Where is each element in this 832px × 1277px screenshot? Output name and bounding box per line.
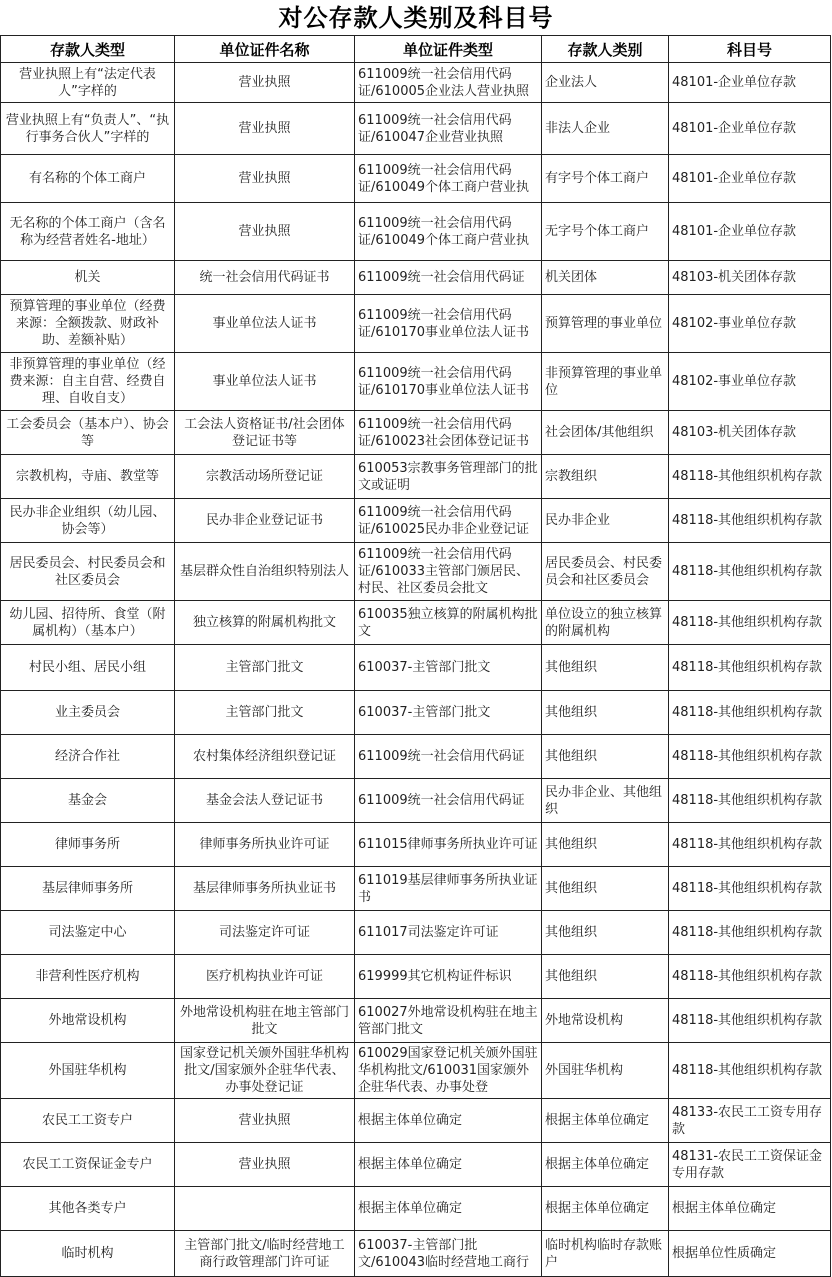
cell-certificate-type: 611009统一社会信用代码证 [355,779,542,823]
cell-certificate-name: 营业执照 [175,203,355,261]
cell-depositor-category: 外地常设机构 [542,999,669,1043]
cell-depositor-category: 宗教组织 [542,455,669,499]
table-body [1,63,831,1277]
cell-depositor-type: 经济合作社 [1,735,175,779]
cell-certificate-type: 611009统一社会信用代码证/610170事业单位法人证书 [355,353,542,411]
cell-depositor-category: 外国驻华机构 [542,1043,669,1099]
cell-depositor-category: 企业法人 [542,63,669,103]
cell-depositor-type: 预算管理的事业单位（经费来源：全额拨款、财政补助、差额补贴） [1,295,175,353]
cell-depositor-category: 非法人企业 [542,103,669,155]
cell-depositor-type: 机关 [1,261,175,295]
cell-certificate-name: 统一社会信用代码证书 [175,261,355,295]
cell-depositor-type: 宗教机构，寺庙、教堂等 [1,455,175,499]
table-row [1,911,831,955]
cell-depositor-category: 根据主体单位确定 [542,1187,669,1231]
cell-certificate-name: 主管部门批文 [175,691,355,735]
cell-certificate-type: 610037-主管部门批文/610043临时经营地工商行 [355,1231,542,1277]
cell-certificate-type: 610035独立核算的附属机构批文 [355,601,542,645]
cell-certificate-type: 根据主体单位确定 [355,1099,542,1143]
cell-certificate-name: 基层律师事务所执业证书 [175,867,355,911]
cell-depositor-category: 其他组织 [542,955,669,999]
cell-certificate-name: 独立核算的附属机构批文 [175,601,355,645]
cell-certificate-name: 主管部门批文 [175,645,355,691]
table-row [1,155,831,203]
header-depositor-category: 存款人类别 [542,36,669,63]
table-row [1,645,831,691]
cell-certificate-type: 611009统一社会信用代码证/610049个体工商户营业执 [355,203,542,261]
table-row [1,261,831,295]
cell-depositor-type: 业主委员会 [1,691,175,735]
cell-depositor-category: 根据主体单位确定 [542,1099,669,1143]
cell-account-code: 根据主体单位确定 [669,1187,831,1231]
cell-account-code: 48101-企业单位存款 [669,155,831,203]
cell-account-code: 48102-事业单位存款 [669,295,831,353]
table-row [1,103,831,155]
table-row [1,1231,831,1277]
cell-certificate-type: 610027外地常设机构驻在地主管部门批文 [355,999,542,1043]
cell-account-code: 48118-其他组织机构存款 [669,601,831,645]
cell-certificate-type: 610037-主管部门批文 [355,691,542,735]
table-row [1,353,831,411]
cell-depositor-type: 居民委员会、村民委员会和社区委员会 [1,543,175,601]
deposit-category-table [0,35,831,1277]
cell-account-code: 48118-其他组织机构存款 [669,911,831,955]
cell-certificate-name: 外地常设机构驻在地主管部门批文 [175,999,355,1043]
cell-certificate-name: 农村集体经济组织登记证 [175,735,355,779]
header-depositor-type: 存款人类型 [1,36,175,63]
cell-certificate-type: 610029国家登记机关颁外国驻华机构批文/610031国家颁外企驻华代表、办事处登 [355,1043,542,1099]
cell-depositor-category: 其他组织 [542,911,669,955]
cell-account-code: 48118-其他组织机构存款 [669,1043,831,1099]
cell-certificate-type: 610053宗教事务管理部门的批文或证明 [355,455,542,499]
cell-account-code: 48101-企业单位存款 [669,203,831,261]
cell-depositor-type: 幼儿园、招待所、食堂（附属机构）（基本户） [1,601,175,645]
cell-account-code: 48131-农民工工资保证金专用存款 [669,1143,831,1187]
cell-depositor-type: 农民工工资保证金专户 [1,1143,175,1187]
table-row [1,735,831,779]
cell-certificate-type: 611009统一社会信用代码证/610023社会团体登记证书 [355,411,542,455]
cell-certificate-type: 611009统一社会信用代码证/610049个体工商户营业执 [355,155,542,203]
table-row [1,779,831,823]
cell-certificate-type: 611009统一社会信用代码证/610025民办非企业登记证 [355,499,542,543]
table-row [1,411,831,455]
table-row [1,1187,831,1231]
cell-certificate-type: 611009统一社会信用代码证/610033主管部门颁居民、村民、社区委员会批文 [355,543,542,601]
cell-account-code: 48118-其他组织机构存款 [669,999,831,1043]
table-row [1,823,831,867]
cell-certificate-type: 根据主体单位确定 [355,1187,542,1231]
cell-depositor-category: 其他组织 [542,691,669,735]
table-row [1,543,831,601]
cell-account-code: 48103-机关团体存款 [669,261,831,295]
cell-account-code: 48101-企业单位存款 [669,63,831,103]
cell-certificate-type: 611009统一社会信用代码证/610005企业法人营业执照 [355,63,542,103]
table-row [1,1143,831,1187]
table-row [1,455,831,499]
table-row [1,999,831,1043]
cell-certificate-name: 事业单位法人证书 [175,295,355,353]
cell-depositor-category: 根据主体单位确定 [542,1143,669,1187]
cell-account-code: 48101-企业单位存款 [669,103,831,155]
cell-depositor-category: 社会团体/其他组织 [542,411,669,455]
cell-certificate-type: 619999其它机构证件标识 [355,955,542,999]
cell-depositor-type: 工会委员会（基本户）、协会等 [1,411,175,455]
cell-account-code: 48118-其他组织机构存款 [669,499,831,543]
cell-certificate-type: 611009统一社会信用代码证/610170事业单位法人证书 [355,295,542,353]
cell-depositor-type: 民办非企业组织（幼儿园、协会等） [1,499,175,543]
cell-certificate-type: 611009统一社会信用代码证/610047企业营业执照 [355,103,542,155]
header-account-code: 科目号 [669,36,831,63]
cell-depositor-type: 非营利性医疗机构 [1,955,175,999]
cell-depositor-type: 非预算管理的事业单位（经费来源：自主自营、经费自理、自收自支） [1,353,175,411]
cell-certificate-name: 民办非企业登记证书 [175,499,355,543]
cell-certificate-type: 611009统一社会信用代码证 [355,735,542,779]
table-row [1,203,831,261]
cell-depositor-category: 有字号个体工商户 [542,155,669,203]
cell-depositor-category: 机关团体 [542,261,669,295]
cell-certificate-type: 610037-主管部门批文 [355,645,542,691]
cell-account-code: 48118-其他组织机构存款 [669,823,831,867]
table-row [1,601,831,645]
cell-depositor-category: 其他组织 [542,735,669,779]
cell-depositor-type: 律师事务所 [1,823,175,867]
table-row [1,691,831,735]
cell-depositor-type: 农民工工资专户 [1,1099,175,1143]
table-header-row [1,36,831,63]
cell-certificate-name: 营业执照 [175,1143,355,1187]
cell-depositor-type: 司法鉴定中心 [1,911,175,955]
cell-depositor-category: 其他组织 [542,645,669,691]
cell-certificate-type: 根据主体单位确定 [355,1143,542,1187]
cell-certificate-type: 611009统一社会信用代码证 [355,261,542,295]
cell-account-code: 48118-其他组织机构存款 [669,645,831,691]
cell-depositor-type: 外地常设机构 [1,999,175,1043]
cell-account-code: 48102-事业单位存款 [669,353,831,411]
cell-depositor-type: 有名称的个体工商户 [1,155,175,203]
cell-account-code: 48103-机关团体存款 [669,411,831,455]
cell-account-code: 48118-其他组织机构存款 [669,867,831,911]
document-title: 对公存款人类别及科目号 [278,4,554,32]
cell-account-code: 48118-其他组织机构存款 [669,455,831,499]
cell-depositor-type: 基层律师事务所 [1,867,175,911]
cell-certificate-name: 律师事务所执业许可证 [175,823,355,867]
cell-certificate-name: 基层群众性自治组织特别法人 [175,543,355,601]
cell-depositor-type: 临时机构 [1,1231,175,1277]
cell-certificate-name: 工会法人资格证书/社会团体登记证书等 [175,411,355,455]
cell-depositor-category: 临时机构临时存款账户 [542,1231,669,1277]
table-row [1,1043,831,1099]
cell-account-code: 48118-其他组织机构存款 [669,735,831,779]
cell-depositor-type: 无名称的个体工商户（含名称为经营者姓名-地址） [1,203,175,261]
cell-depositor-category: 非预算管理的事业单位 [542,353,669,411]
header-certificate-type: 单位证件类型 [355,36,542,63]
cell-account-code: 48118-其他组织机构存款 [669,691,831,735]
cell-depositor-category: 居民委员会、村民委员会和社区委员会 [542,543,669,601]
cell-depositor-type: 基金会 [1,779,175,823]
cell-certificate-name: 主管部门批文/临时经营地工商行政管理部门许可证 [175,1231,355,1277]
cell-account-code: 48118-其他组织机构存款 [669,543,831,601]
cell-depositor-category: 单位设立的独立核算的附属机构 [542,601,669,645]
cell-certificate-name: 司法鉴定许可证 [175,911,355,955]
cell-depositor-type: 营业执照上有“法定代表人”字样的 [1,63,175,103]
cell-depositor-type: 其他各类专户 [1,1187,175,1231]
cell-certificate-type: 611017司法鉴定许可证 [355,911,542,955]
cell-certificate-type: 611015律师事务所执业许可证 [355,823,542,867]
cell-depositor-category: 预算管理的事业单位 [542,295,669,353]
table-row [1,867,831,911]
cell-depositor-type: 村民小组、居民小组 [1,645,175,691]
cell-certificate-name: 医疗机构执业许可证 [175,955,355,999]
cell-depositor-category: 其他组织 [542,823,669,867]
cell-account-code: 48118-其他组织机构存款 [669,955,831,999]
cell-certificate-name: 营业执照 [175,103,355,155]
cell-depositor-type: 营业执照上有“负责人”、“执行事务合伙人”字样的 [1,103,175,155]
cell-depositor-category: 民办非企业、其他组织 [542,779,669,823]
table-row [1,1099,831,1143]
table-row [1,499,831,543]
cell-depositor-category: 无字号个体工商户 [542,203,669,261]
cell-certificate-name: 营业执照 [175,63,355,103]
cell-depositor-type: 外国驻华机构 [1,1043,175,1099]
cell-depositor-category: 其他组织 [542,867,669,911]
cell-account-code: 根据单位性质确定 [669,1231,831,1277]
cell-certificate-name: 营业执照 [175,155,355,203]
table-row [1,63,831,103]
cell-account-code: 48118-其他组织机构存款 [669,779,831,823]
cell-certificate-name [175,1187,355,1231]
cell-certificate-name: 营业执照 [175,1099,355,1143]
table-row [1,955,831,999]
header-certificate-name: 单位证件名称 [175,36,355,63]
cell-certificate-name: 宗教活动场所登记证 [175,455,355,499]
cell-account-code: 48133-农民工工资专用存款 [669,1099,831,1143]
cell-certificate-type: 611019基层律师事务所执业证书 [355,867,542,911]
cell-certificate-name: 基金会法人登记证书 [175,779,355,823]
cell-depositor-category: 民办非企业 [542,499,669,543]
table-row [1,295,831,353]
cell-certificate-name: 事业单位法人证书 [175,353,355,411]
cell-certificate-name: 国家登记机关颁外国驻华机构批文/国家颁外企驻华代表、办事处登记证 [175,1043,355,1099]
